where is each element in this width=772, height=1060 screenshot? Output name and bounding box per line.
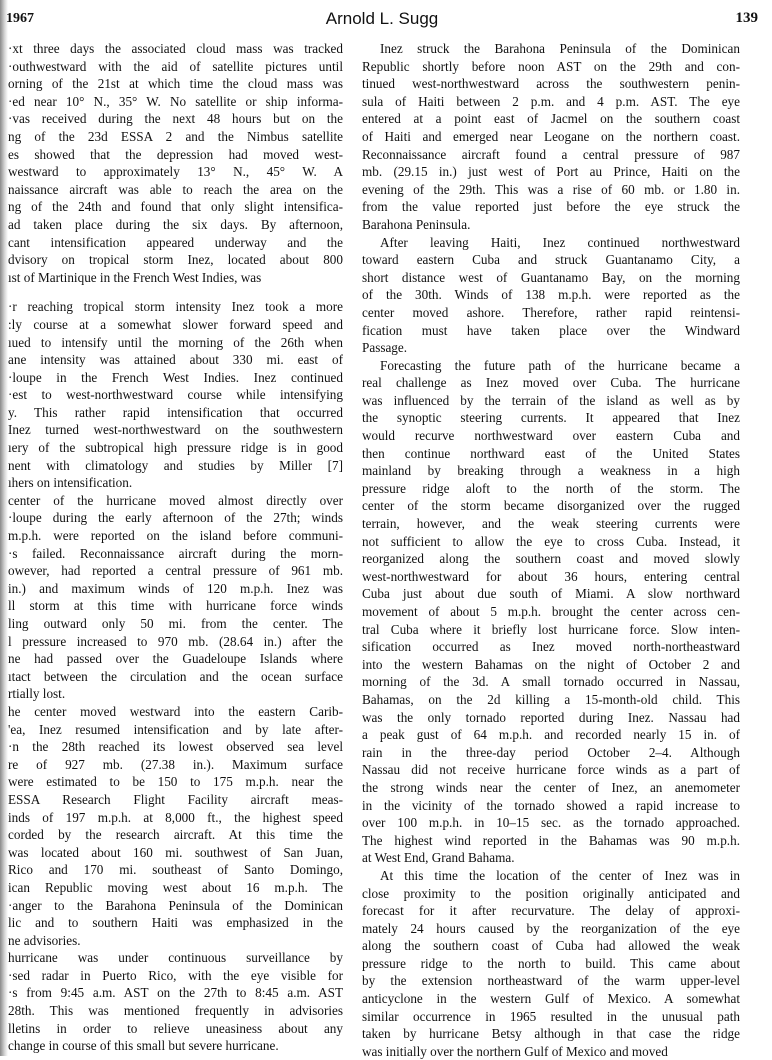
text-line: ·loupe in the French West Indies. Inez continued bbox=[8, 369, 343, 385]
right-text-column bbox=[362, 40, 740, 1060]
header-author: Arnold L. Sugg bbox=[325, 9, 439, 28]
text-line: mainland by breaking through a weakness in a high bbox=[362, 463, 740, 479]
text-line: Barahona Peninsula. bbox=[362, 216, 471, 232]
text-line: along the southern coast of Cuba had allowed the weak bbox=[362, 938, 740, 954]
text-line: the strong winds near the center of Inez, an anemometer bbox=[362, 779, 740, 795]
text-line: change in course of this small but severe hurricane. bbox=[8, 1038, 279, 1054]
text-line: ad taken place during the six days. By afternoon, bbox=[8, 216, 343, 232]
text-line: ane intensity was attained about 330 mi. east of bbox=[8, 352, 343, 368]
text-line: Nassau did not receive hurricane force winds as a part of bbox=[362, 762, 740, 778]
text-line: Reconnaissance aircraft found a central pressure of 987 bbox=[362, 146, 740, 162]
text-line: l pressure increased to 970 mb. (28.64 in.) after the bbox=[8, 633, 343, 649]
text-line: ·anger to the Barahona Peninsula of the Dominican bbox=[8, 897, 343, 913]
text-line: pressure ridge aloft to the north of the storm. The bbox=[362, 480, 740, 496]
text-line: corded by the research aircraft. At this time the bbox=[8, 827, 343, 843]
paragraph bbox=[362, 40, 740, 234]
text-line: ·loupe during the early afternoon of the 27th; winds bbox=[8, 510, 343, 526]
text-line: hurricane was under continuous surveillance by bbox=[8, 950, 343, 966]
text-line: were estimated to be 150 to 175 m.p.h. near the bbox=[8, 774, 343, 790]
text-line: fication must have taken place over the Windward bbox=[362, 322, 740, 338]
text-line: of Haiti and emerged near Leogane on the northern coast. bbox=[362, 128, 740, 144]
text-line: center of the hurricane moved almost directly over bbox=[8, 492, 343, 508]
text-line: into the western Bahamas on the night of October 2 and bbox=[362, 656, 740, 672]
text-line: in.) and maximum winds of 120 m.p.h. Inez was bbox=[8, 580, 343, 596]
text-line: taken by hurricane Betsy although in that case the ridge bbox=[362, 1026, 740, 1042]
page-number: 139 bbox=[735, 10, 758, 26]
text-line: sification occurred as Inez moved north-northeastward bbox=[362, 639, 740, 655]
left-text-column bbox=[8, 40, 343, 1055]
text-line: ıtact between the circulation and the ocean surface bbox=[8, 668, 343, 684]
text-line: re of 927 mb. (27.38 in.). Maximum surface bbox=[8, 756, 343, 772]
paragraph bbox=[8, 492, 343, 703]
text-line: ·outhwestward with the aid of satellite pictures until bbox=[8, 58, 343, 74]
text-line: lic and to southern Haiti was emphasized in the bbox=[8, 915, 343, 931]
text-line: terrain, however, and the weak steering currents were bbox=[362, 516, 740, 532]
text-line: a peak gust of 64 m.p.h. and recorded nearly 15 in. of bbox=[362, 727, 740, 743]
text-line: ·ed near 10° N., 35° W. No satellite or ship informa- bbox=[8, 93, 343, 109]
text-line: tinued west-northwestward across the southwestern penin- bbox=[362, 76, 740, 92]
text-line: :ly course at a somewhat slower forward speed and bbox=[8, 316, 343, 332]
text-line: over 100 m.p.h. in 10–15 sec. as the tornado approached. bbox=[362, 815, 740, 831]
text-line: Forecasting the future path of the hurricane became a bbox=[380, 357, 740, 373]
text-line: ·s failed. Reconnaissance aircraft during the morn- bbox=[8, 545, 343, 561]
text-line: m.p.h. were reported on the island before communi- bbox=[8, 528, 343, 544]
paragraph bbox=[362, 234, 740, 357]
text-line: ·r reaching tropical storm intensity Inez took a more bbox=[8, 299, 343, 315]
text-line: Inez turned west-northwestward on the southwestern bbox=[8, 422, 343, 438]
text-line: then continue northward east of the United States bbox=[362, 445, 740, 461]
text-line: pressure ridge to the north to build. This came about bbox=[362, 955, 740, 971]
text-line: was influenced by the terrain of the island as well as by bbox=[362, 392, 740, 408]
text-line: 'ea, Inez resumed intensification and by late after- bbox=[8, 721, 343, 737]
text-line: ll storm at this time with hurricane force winds bbox=[8, 598, 343, 614]
text-line: entered at a point east of Jacmel on the southern coast bbox=[362, 111, 740, 127]
text-line: from the value reported just before the eye struck the bbox=[362, 199, 740, 215]
text-line: nent with climatology and studies by Miller [7] bbox=[8, 457, 343, 473]
text-line: ng of the 23d ESSA 2 and the Nimbus satellite bbox=[8, 128, 343, 144]
paragraph bbox=[8, 949, 343, 1055]
text-line: center moved ashore. Therefore, rather rapid reintensi- bbox=[362, 304, 740, 320]
text-line: was the only tornado reported during Inez. Nassau had bbox=[362, 709, 740, 725]
text-line: At this time the location of the center of Inez was in bbox=[380, 867, 740, 883]
text-line: center of the storm became disorganized over the rugged bbox=[362, 498, 740, 514]
text-line: not sufficient to allow the eye to cross Cuba. Instead, it bbox=[362, 533, 740, 549]
text-line: he center moved westward into the eastern Carib- bbox=[8, 703, 343, 719]
text-line: ·n the 28th reached its lowest observed sea level bbox=[8, 739, 343, 755]
text-line: After leaving Haiti, Inez continued northwestward bbox=[380, 234, 740, 250]
text-line: lletins in order to relieve uneasiness about any bbox=[8, 1020, 343, 1036]
text-line: ling outward only 50 mi. from the center. The bbox=[8, 616, 343, 631]
text-line: dvisory on tropical storm Inez, located about 800 bbox=[8, 252, 343, 268]
text-line: Inez struck the Barahona Peninsula of the Dominican bbox=[380, 41, 740, 56]
text-line: forecast for it after recurvature. The delay of approxi- bbox=[362, 903, 740, 919]
text-line: Bahamas, on the 2d killing a 15-month-old child. This bbox=[362, 691, 740, 707]
text-line: of the 30th. Winds of 138 m.p.h. were reported as the bbox=[362, 287, 740, 303]
text-line: anticyclone in the western Gulf of Mexico. A somewhat bbox=[362, 991, 740, 1007]
text-line: 28th. This was mentioned frequently in advisories bbox=[8, 1003, 343, 1019]
text-line: mately 24 hours caused by the reorganization of the eye bbox=[362, 920, 740, 936]
text-line: movement of about 5 m.p.h. brought the center across cen- bbox=[362, 604, 740, 619]
paragraph bbox=[8, 40, 343, 286]
text-line: was initially over the northern Gulf of Mexico and moved bbox=[362, 1043, 668, 1059]
text-line: close proximity to the position originally anticipated and bbox=[362, 885, 740, 901]
text-line: the synoptic steering currents. It appeared that Inez bbox=[362, 410, 740, 426]
text-line: ıst of Martinique in the French West Indies, was bbox=[8, 269, 262, 285]
text-line: would recurve northwestward over eastern Cuba and bbox=[362, 428, 740, 444]
text-line: ıued to intensify until the morning of the 26th when bbox=[8, 334, 343, 350]
text-line: toward eastern Cuba and struck Guantanamo City, a bbox=[362, 252, 740, 268]
text-line: at West End, Grand Bahama. bbox=[362, 850, 515, 866]
text-line: cant intensification appeared underway and the bbox=[8, 234, 343, 250]
text-line: tral Cuba where it briefly lost hurricane force. Slow inten- bbox=[362, 621, 740, 637]
text-line: owever, had reported a central pressure of 961 mb. bbox=[8, 563, 343, 579]
text-line: rain in the three-day period October 2–4. Although bbox=[362, 744, 740, 760]
header-year: 1967 bbox=[6, 11, 34, 26]
text-line: rtially lost. bbox=[8, 686, 66, 702]
text-line: Passage. bbox=[362, 340, 408, 356]
text-line: ·vas received during the next 48 hours but on the bbox=[8, 111, 343, 127]
text-line: westward to approximately 13° N., 45° W. A bbox=[8, 164, 343, 180]
text-line: ·s from 9:45 a.m. AST on the 27th to 8:45 a.m. AST bbox=[8, 985, 343, 1001]
text-line: ıery of the subtropical high pressure ridge is in good bbox=[8, 440, 343, 456]
text-line: in the vicinity of the tornado showed a rapid increase to bbox=[362, 797, 740, 813]
text-line: Rico and 170 mi. southeast of Santo Domingo, bbox=[8, 862, 343, 878]
text-line: naissance aircraft was able to reach the area on the bbox=[8, 181, 343, 197]
running-header bbox=[6, 9, 758, 31]
paragraph bbox=[362, 357, 740, 867]
text-line: ng of the 24th and found that only slight intensifica- bbox=[8, 199, 343, 215]
text-line: inds of 197 m.p.h. at 8,000 ft., the highest speed bbox=[8, 809, 343, 825]
text-line: ·xt three days the associated cloud mass was tracked bbox=[8, 41, 343, 56]
text-line: morning of the 3d. A small tornado occurred in Nassau, bbox=[362, 674, 740, 690]
text-line: Republic shortly before noon AST on the 29th and con- bbox=[362, 58, 740, 74]
text-line: y. This rather rapid intensification that occurred bbox=[8, 404, 343, 420]
text-line: ican Republic moving west about 16 m.p.h. The bbox=[8, 879, 343, 895]
text-line: was located about 160 mi. southwest of San Juan, bbox=[8, 844, 343, 860]
text-line: ESSA Research Flight Facility aircraft meas- bbox=[8, 791, 343, 807]
text-line: ·est to west-northwestward course while intensifying bbox=[8, 387, 343, 403]
text-line: reorganized along the southern coast and moved slowly bbox=[362, 551, 740, 567]
paragraph bbox=[362, 867, 740, 1060]
text-line: ne had passed over the Guadeloupe Islands where bbox=[8, 651, 343, 667]
text-line: short distance west of Guantanamo Bay, on the morning bbox=[362, 269, 740, 285]
text-line: evening of the 29th. This was a rise of 60 mb. or 1.80 in. bbox=[362, 181, 740, 197]
text-line: west-northwestward for about 36 hours, entering central bbox=[362, 568, 740, 584]
text-line: Cuba just about due south of Miami. A slow northward bbox=[362, 586, 740, 602]
text-line: es showed that the depression had moved west- bbox=[8, 146, 343, 162]
text-line: ·sed radar in Puerto Rico, with the eye visible for bbox=[8, 967, 343, 983]
paragraph bbox=[8, 298, 343, 492]
text-line: real challenge as Inez moved over Cuba. The hurricane bbox=[362, 375, 740, 391]
text-line: mb. (29.15 in.) just west of Port au Prince, Haiti on the bbox=[362, 164, 740, 180]
binding-gutter-shadow bbox=[0, 0, 8, 1056]
text-line: by the extension northeastward of the warm upper-level bbox=[362, 973, 740, 989]
paragraph bbox=[8, 703, 343, 949]
text-line: sula of Haiti between 2 p.m. and 4 p.m. AST. The eye bbox=[362, 93, 740, 109]
text-line: ıhers on intensification. bbox=[8, 475, 133, 491]
text-line: ne advisories. bbox=[8, 932, 81, 948]
text-line: orning of the 21st at which time the cloud mass was bbox=[8, 76, 343, 92]
text-line: similar occurrence in 1965 resulted in the unusual path bbox=[362, 1008, 740, 1024]
text-line: The highest wind reported in the Bahamas was 90 m.p.h. bbox=[362, 832, 740, 848]
